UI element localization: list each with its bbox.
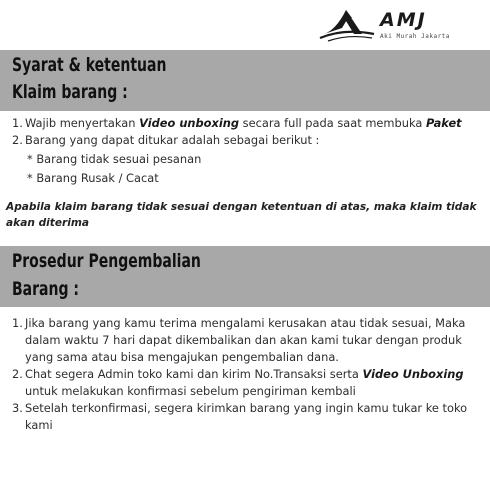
sub-item: * Barang tidak sesuai pesanan (27, 152, 202, 166)
claim-note: Apabila klaim barang tidak sesuai dengan ketentuan di atas, maka klaim tidak akan diterima (6, 201, 477, 229)
section2-title-line2: Barang : (12, 278, 80, 300)
list-item (12, 315, 470, 366)
section1-title-line1: Syarat & ketentuan (12, 54, 167, 76)
list-item (12, 366, 470, 400)
logo-name: AMJ (380, 9, 427, 31)
section2-header (0, 246, 490, 307)
list-item (12, 115, 470, 132)
list-item (12, 400, 470, 434)
item-number: 3. (12, 401, 23, 415)
sub-item: * Barang Rusak / Cacat (27, 171, 159, 185)
item-text: Wajib menyertakan Video unboxing secara full pada saat membuka Paket (25, 116, 462, 130)
item-number: 1. (12, 116, 23, 130)
claim-requirements-list (12, 115, 470, 187)
list-item (12, 132, 470, 149)
section2-title-line1: Prosedur Pengembalian (12, 250, 201, 272)
item-text: Setelah terkonfirmasi, segera kirimkan barang yang ingin kamu tukar ke toko kami (25, 401, 468, 432)
item-number: 1. (12, 316, 23, 330)
amj-logo (318, 4, 468, 46)
return-procedure-list (12, 315, 470, 434)
item-text: Jika barang yang kamu terima mengalami kerusakan atau tidak sesuai, Maka dalam waktu 7 hari dapat dikembalikan dan akan kami tukar dengan produk yang sama atau bisa mengajukan pengembalian dana. (25, 316, 466, 364)
section1-header (0, 50, 490, 111)
logo-tagline: Aki Murah Jakarta (380, 33, 450, 40)
section1-title-line2: Klaim barang : (12, 81, 128, 103)
item-number: 2. (12, 133, 23, 147)
item-text: Chat segera Admin toko kami dan kirim No.Transaksi serta Video Unboxing untuk melakukan konfirmasi sebelum pengiriman kembali (25, 367, 464, 398)
mountain-logo-icon (318, 4, 378, 44)
item-text: Barang yang dapat ditukar adalah sebagai berikut : (25, 133, 320, 147)
item-number: 2. (12, 367, 23, 381)
